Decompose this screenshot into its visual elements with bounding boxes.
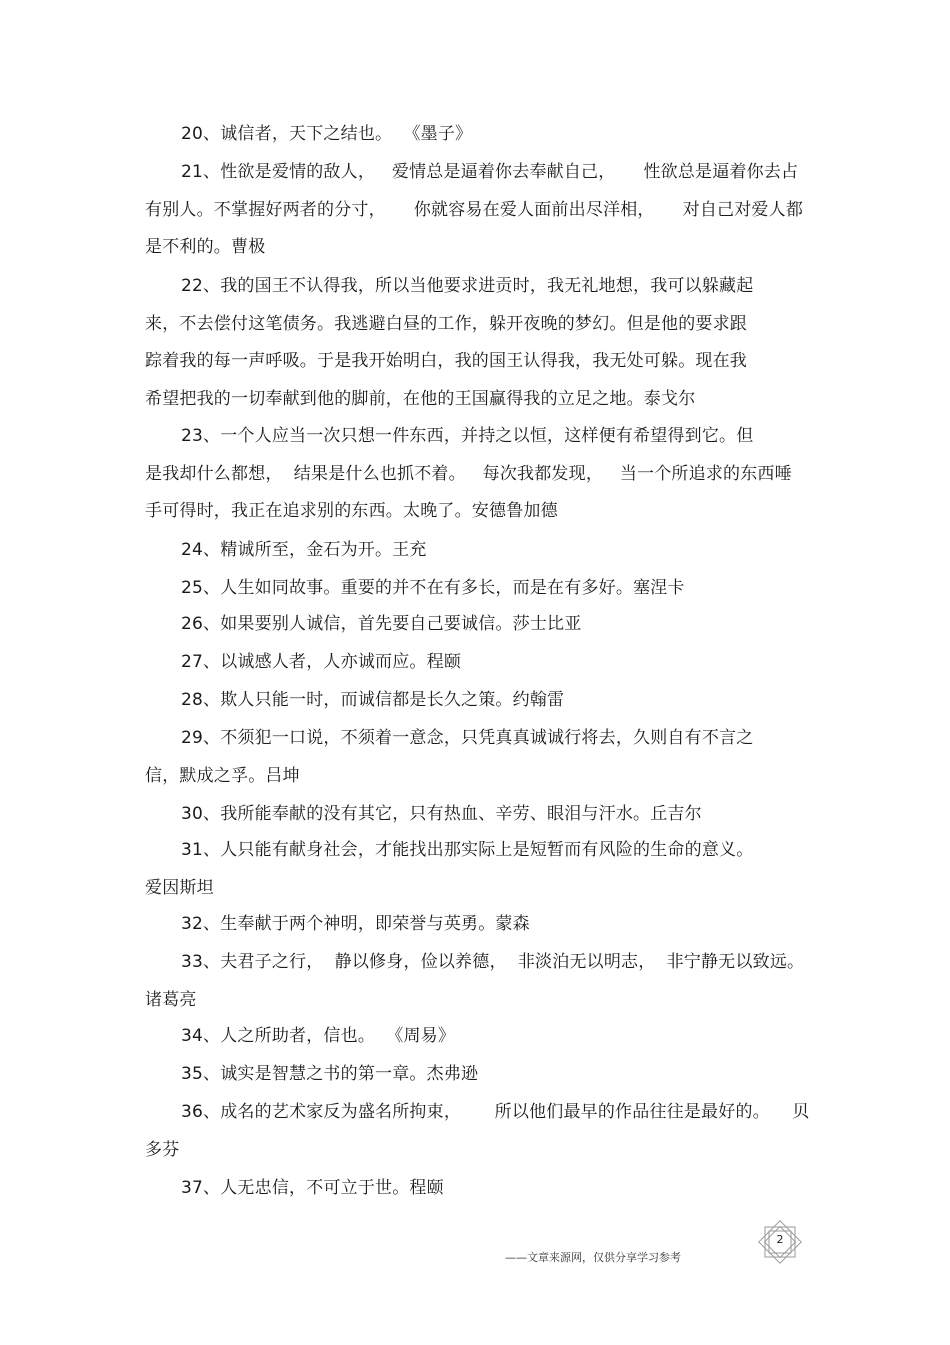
quote-line: 26、如果要别人诚信，首先要自己要诚信。莎士比亚 [181, 614, 582, 634]
quote-line: 爱因斯坦 [145, 878, 214, 898]
quote-line: 29、不须犯一口说，不须着一意念，只凭真真诚诚行将去，久则自有不言之 [181, 728, 754, 748]
quote-line: 28、欺人只能一时，而诚信都是长久之策。约翰雷 [181, 690, 565, 710]
quote-line: 25、人生如同故事。重要的并不在有多长，而是在有多好。塞涅卡 [181, 578, 685, 598]
quote-line: 36、成名的艺术家反为盛名所拘束， 所以他们最早的作品往往是最好的。 贝 [181, 1102, 810, 1122]
quote-line: 31、人只能有献身社会，才能找出那实际上是短暂而有风险的生命的意义。 [181, 840, 754, 860]
quote-line: 有别人。不掌握好两者的分寸， 你就容易在爱人面前出尽洋相， 对自己对爱人都 [145, 200, 804, 220]
quote-line: 35、诚实是智慧之书的第一章。杰弗逊 [181, 1064, 479, 1084]
quote-line: 33、夫君子之行， 静以修身，俭以养德， 非淡泊无以明志， 非宁静无以致远。 [181, 952, 805, 972]
quote-line: 22、我的国王不认得我，所以当他要求进贡时，我无礼地想，我可以躲藏起 [181, 276, 754, 296]
page-number: 2 [776, 1233, 784, 1246]
quote-line: 23、一个人应当一次只想一件东西，并持之以恒，这样便有希望得到它。但 [181, 426, 754, 446]
page-number-badge [755, 1217, 805, 1267]
quote-line: 30、我所能奉献的没有其它，只有热血、辛劳、眼泪与汗水。丘吉尔 [181, 804, 702, 824]
quote-line: 踪着我的每一声呼吸。于是我开始明白，我的国王认得我，我无处可躲。现在我 [145, 351, 747, 371]
quote-line: 21、性欲是爱情的敌人， 爱情总是逼着你去奉献自己， 性欲总是逼着你去占 [181, 162, 799, 182]
quote-line: 是我却什么都想， 结果是什么也抓不着。 每次我都发现， 当一个所追求的东西唾 [145, 464, 792, 484]
quote-line: 手可得时，我正在追求别的东西。太晚了。安德鲁加德 [145, 501, 558, 521]
quote-line: 多芬 [145, 1140, 180, 1160]
quote-line: 来，不去偿付这笔债务。我逃避白昼的工作，躲开夜晚的梦幻。但是他的要求跟 [145, 314, 747, 334]
footer-source-note: ——文章来源网，仅供分享学习参考 [505, 1251, 681, 1264]
quote-line: 信，默成之孚。吕坤 [145, 766, 300, 786]
quote-line: 27、以诚感人者，人亦诚而应。程颐 [181, 652, 462, 672]
quote-line: 诸葛亮 [145, 990, 197, 1010]
quote-line: 希望把我的一切奉献到他的脚前，在他的王国赢得我的立足之地。泰戈尔 [145, 389, 696, 409]
quote-line: 24、精诚所至，金石为开。王充 [181, 540, 427, 560]
quote-line: 是不利的。曹极 [145, 237, 266, 257]
quote-line: 20、诚信者，天下之结也。 《墨子》 [181, 124, 473, 144]
quote-line: 34、人之所助者，信也。 《周易》 [181, 1026, 456, 1046]
quote-line: 37、人无忠信，不可立于世。程颐 [181, 1178, 444, 1198]
quote-line: 32、生奉献于两个神明，即荣誉与英勇。蒙森 [181, 914, 530, 934]
